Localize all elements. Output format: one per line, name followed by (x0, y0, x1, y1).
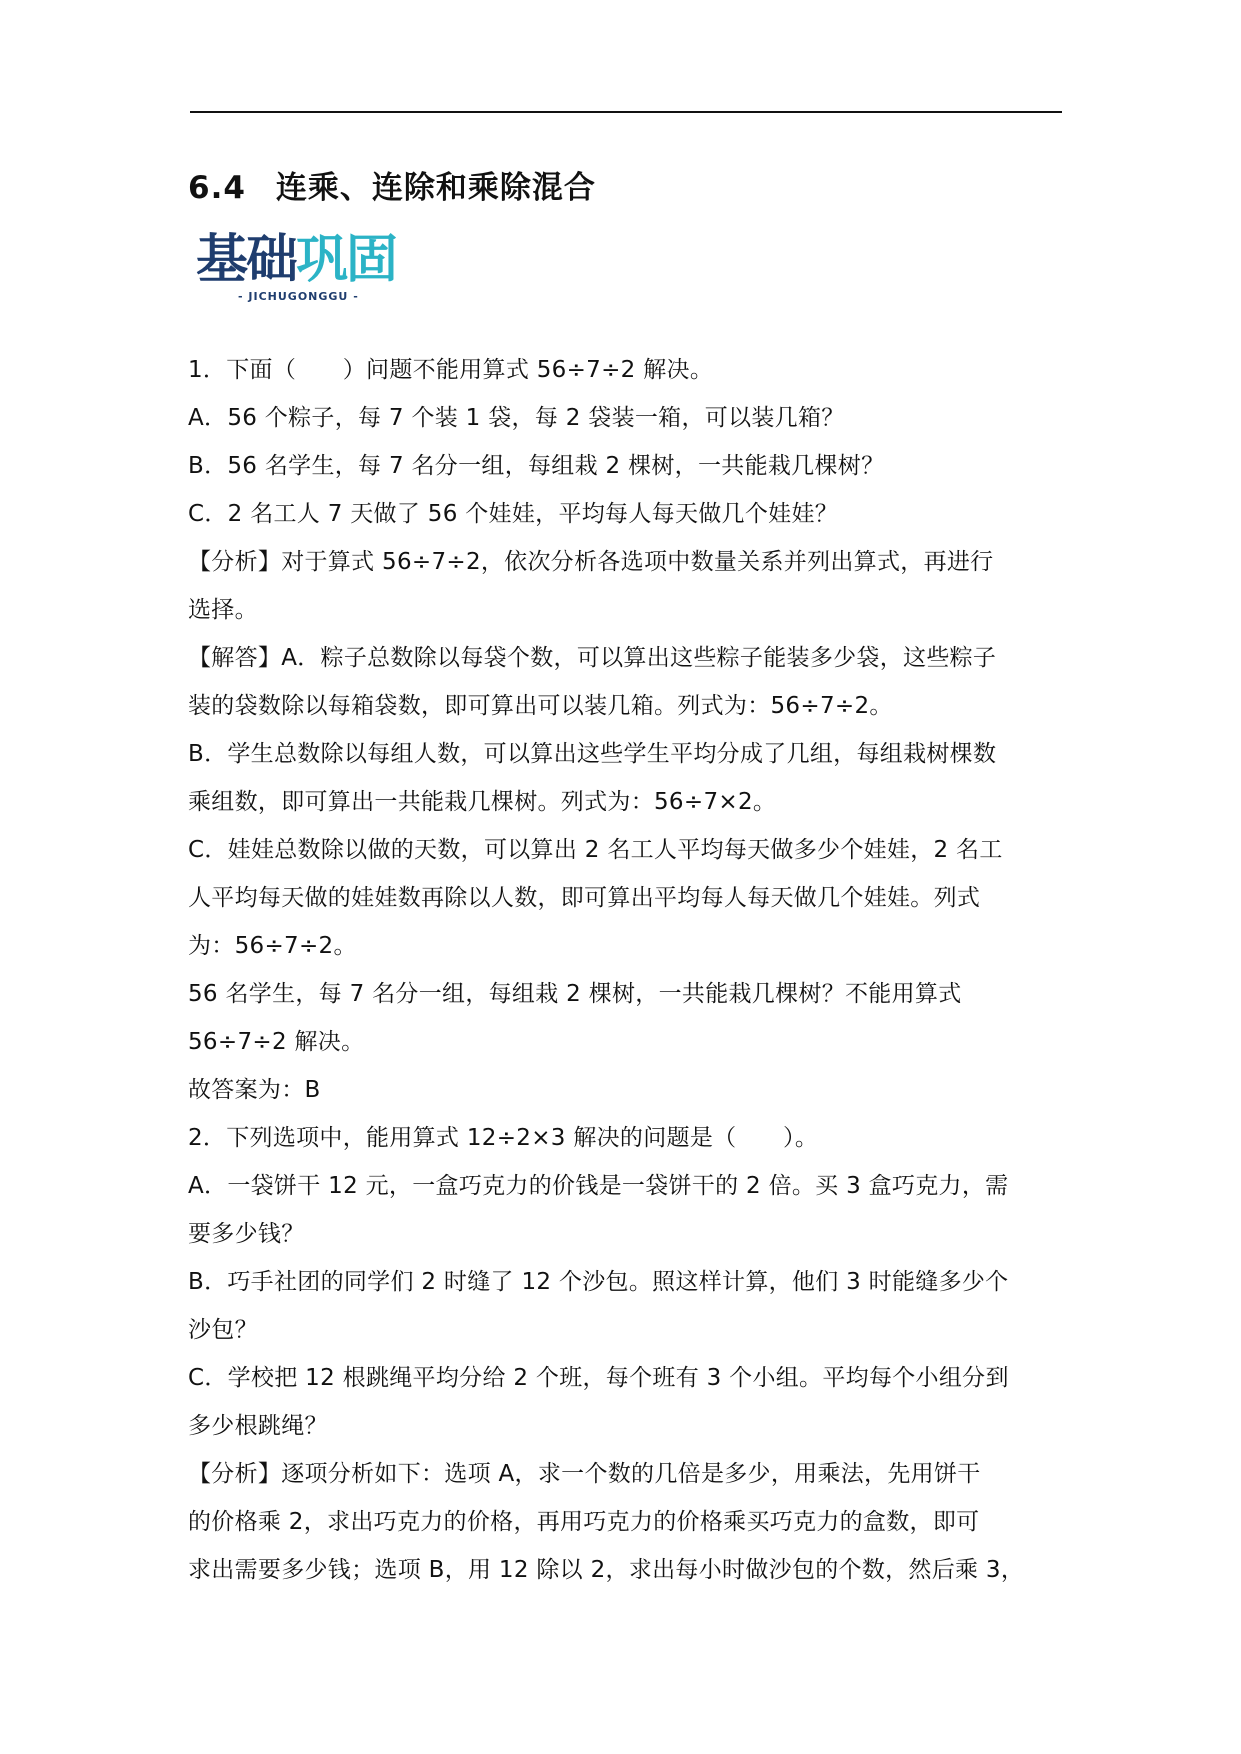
text-line: C．2 名工人 7 天做了 56 个娃娃，平均每人每天做几个娃娃？ (188, 501, 839, 527)
jichugonggu-logo (196, 232, 416, 304)
text-line: 56÷7÷2 解决。 (188, 1029, 365, 1055)
text-line: A．56 个粽子，每 7 个装 1 袋，每 2 袋装一箱，可以装几箱？ (188, 405, 845, 431)
text-line: 【分析】逐项分析如下：选项 A，求一个数的几倍是多少，用乘法，先用饼干 (188, 1461, 981, 1487)
text-line: 选择。 (188, 597, 258, 623)
text-line: 要多少钱？ (188, 1221, 305, 1247)
text-line: C．娃娃总数除以做的天数，可以算出 2 名工人平均每天做多少个娃娃，2 名工 (188, 837, 1003, 863)
section-number: 6.4 (188, 170, 246, 206)
text-line: 乘组数，即可算出一共能栽几棵树。列式为：56÷7×2。 (188, 789, 777, 815)
text-line: 的价格乘 2，求出巧克力的价格，再用巧克力的价格乘买巧克力的盒数，即可 (188, 1509, 980, 1535)
logo-text-part2: 巩固 (296, 230, 397, 290)
section-title (188, 162, 596, 207)
header-rule (190, 111, 1062, 113)
text-line: 2．下列选项中，能用算式 12÷2×3 解决的问题是（ ）。 (188, 1125, 819, 1151)
text-line: 【分析】对于算式 56÷7÷2，依次分析各选项中数量关系并列出算式，再进行 (188, 549, 994, 575)
text-line: 1．下面（ ）问题不能用算式 56÷7÷2 解决。 (188, 357, 714, 383)
text-line: 56 名学生，每 7 名分一组，每组栽 2 棵树，一共能栽几棵树？不能用算式 (188, 981, 962, 1007)
text-line: A．一袋饼干 12 元，一盒巧克力的价钱是一袋饼干的 2 倍。买 3 盒巧克力，需 (188, 1173, 1009, 1199)
text-line: 求出需要多少钱；选项 B，用 12 除以 2，求出每小时做沙包的个数，然后乘 3， (188, 1557, 1025, 1583)
text-line: 人平均每天做的娃娃数再除以人数，即可算出平均每人每天做几个娃娃。列式 (188, 885, 981, 911)
logo-text-part1: 基础 (196, 230, 297, 290)
text-line: 多少根跳绳？ (188, 1413, 328, 1439)
document-body (188, 346, 1068, 1594)
text-line: 故答案为：B (188, 1077, 321, 1103)
text-line: 【解答】A．粽子总数除以每袋个数，可以算出这些粽子能装多少袋，这些粽子 (188, 645, 997, 671)
text-line: B．巧手社团的同学们 2 时缝了 12 个沙包。照这样计算，他们 3 时能缝多少个 (188, 1269, 1009, 1295)
text-line: 装的袋数除以每箱袋数，即可算出可以装几箱。列式为：56÷7÷2。 (188, 693, 893, 719)
text-line: C．学校把 12 根跳绳平均分给 2 个班，每个班有 3 个小组。平均每个小组分到 (188, 1365, 1009, 1391)
logo-subtitle: - JICHUGONGGU - (238, 290, 359, 303)
text-line: B．56 名学生，每 7 名分一组，每组栽 2 棵树，一共能栽几棵树？ (188, 453, 885, 479)
text-line: 为：56÷7÷2。 (188, 933, 357, 959)
text-line: B．学生总数除以每组人数，可以算出这些学生平均分成了几组，每组栽树棵数 (188, 741, 997, 767)
text-line: 沙包？ (188, 1317, 258, 1343)
logo-text (196, 232, 416, 288)
section-heading: 连乘、连除和乘除混合 (275, 170, 596, 206)
